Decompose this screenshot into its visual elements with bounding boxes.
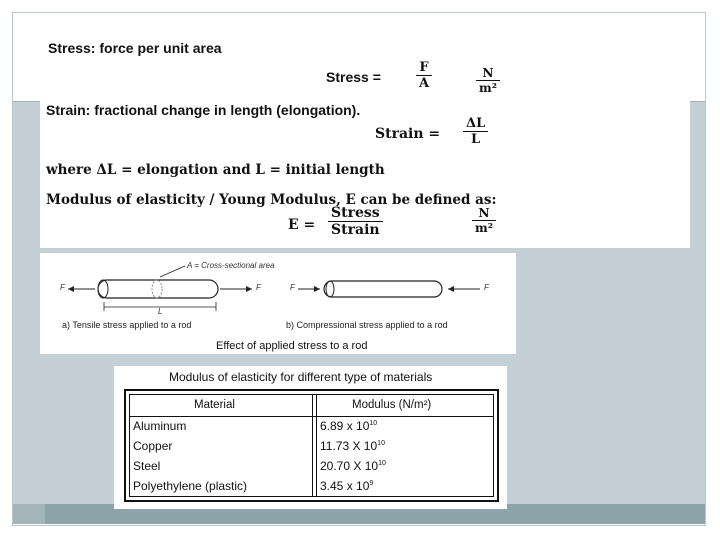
force-label-4: F	[484, 283, 489, 292]
where-line: where ΔL = elongation and L = initial length	[46, 162, 385, 178]
modulus-denominator: Strain	[331, 222, 380, 238]
column-divider	[312, 395, 313, 496]
rod-figure-title: Effect of applied stress to a rod	[216, 340, 368, 352]
rod-figure-panel	[40, 253, 516, 354]
column-divider-double	[316, 395, 317, 496]
modulus-exponent: 9	[369, 480, 374, 487]
row-modulus	[320, 419, 377, 433]
stress-lhs: Stress =	[326, 69, 381, 85]
row-material: Steel	[133, 459, 161, 473]
row-modulus	[320, 439, 385, 453]
force-label-3: F	[290, 283, 295, 292]
strain-numerator: ΔL	[463, 116, 488, 132]
e-lhs: E =	[288, 217, 316, 233]
modulus-unit-denominator: m²	[475, 221, 493, 235]
cross-section-label: A = Cross-sectional area	[187, 261, 275, 270]
stress-definition: Stress: force per unit area	[48, 40, 222, 56]
strain-fraction	[463, 116, 488, 147]
footer-accent	[13, 504, 45, 524]
compressional-rod	[298, 281, 480, 297]
tensile-rod	[68, 266, 252, 311]
stress-fraction	[416, 60, 432, 91]
stress-numerator: F	[416, 60, 432, 76]
strain-definition: Strain: fractional change in length (elongation).	[46, 102, 361, 118]
modulus-unit-numerator: N	[472, 206, 496, 221]
stress-unit-numerator: N	[476, 66, 500, 81]
row-material: Aluminum	[133, 419, 187, 433]
modulus-numerator: Stress	[328, 205, 383, 222]
modulus-exponent: 10	[378, 460, 386, 467]
force-label-2: F	[256, 283, 261, 292]
modulus-unit	[472, 206, 496, 235]
row-material: Copper	[133, 439, 173, 453]
modulus-base: 11.73 X 10	[320, 439, 378, 453]
modulus-table-panel	[114, 366, 507, 509]
modulus-base: 3.45 x 10	[320, 479, 370, 493]
modulus-definition: Modulus of elasticity / Young Modulus, E can be defined as:	[46, 192, 497, 208]
force-label-1: F	[60, 283, 65, 292]
strain-lhs: Strain =	[375, 126, 441, 142]
modulus-fraction	[328, 205, 383, 238]
header-material: Material	[194, 399, 235, 411]
strain-denominator: L	[471, 132, 481, 147]
modulus-base: 6.89 x 10	[320, 419, 370, 433]
tensile-caption: a) Tensile stress applied to a rod	[62, 320, 192, 330]
table-title: Modulus of elasticity for different type of materials	[169, 370, 433, 384]
table-inner-border	[129, 394, 494, 497]
modulus-base: 20.70 X 10	[320, 459, 379, 473]
row-modulus	[320, 459, 386, 473]
row-modulus	[320, 479, 373, 493]
modulus-exponent: 10	[369, 420, 378, 427]
modulus-exponent: 10	[377, 440, 385, 447]
modulus-table	[124, 389, 499, 502]
equations-panel	[40, 30, 690, 248]
length-label: L	[158, 307, 163, 316]
header-modulus: Modulus (N/m²)	[352, 399, 432, 411]
stress-unit	[476, 66, 500, 95]
stress-denominator: A	[419, 76, 430, 91]
compressional-caption: b) Compressional stress applied to a rod	[286, 320, 448, 330]
row-material: Polyethylene (plastic)	[133, 479, 248, 493]
stress-unit-denominator: m²	[479, 81, 497, 95]
